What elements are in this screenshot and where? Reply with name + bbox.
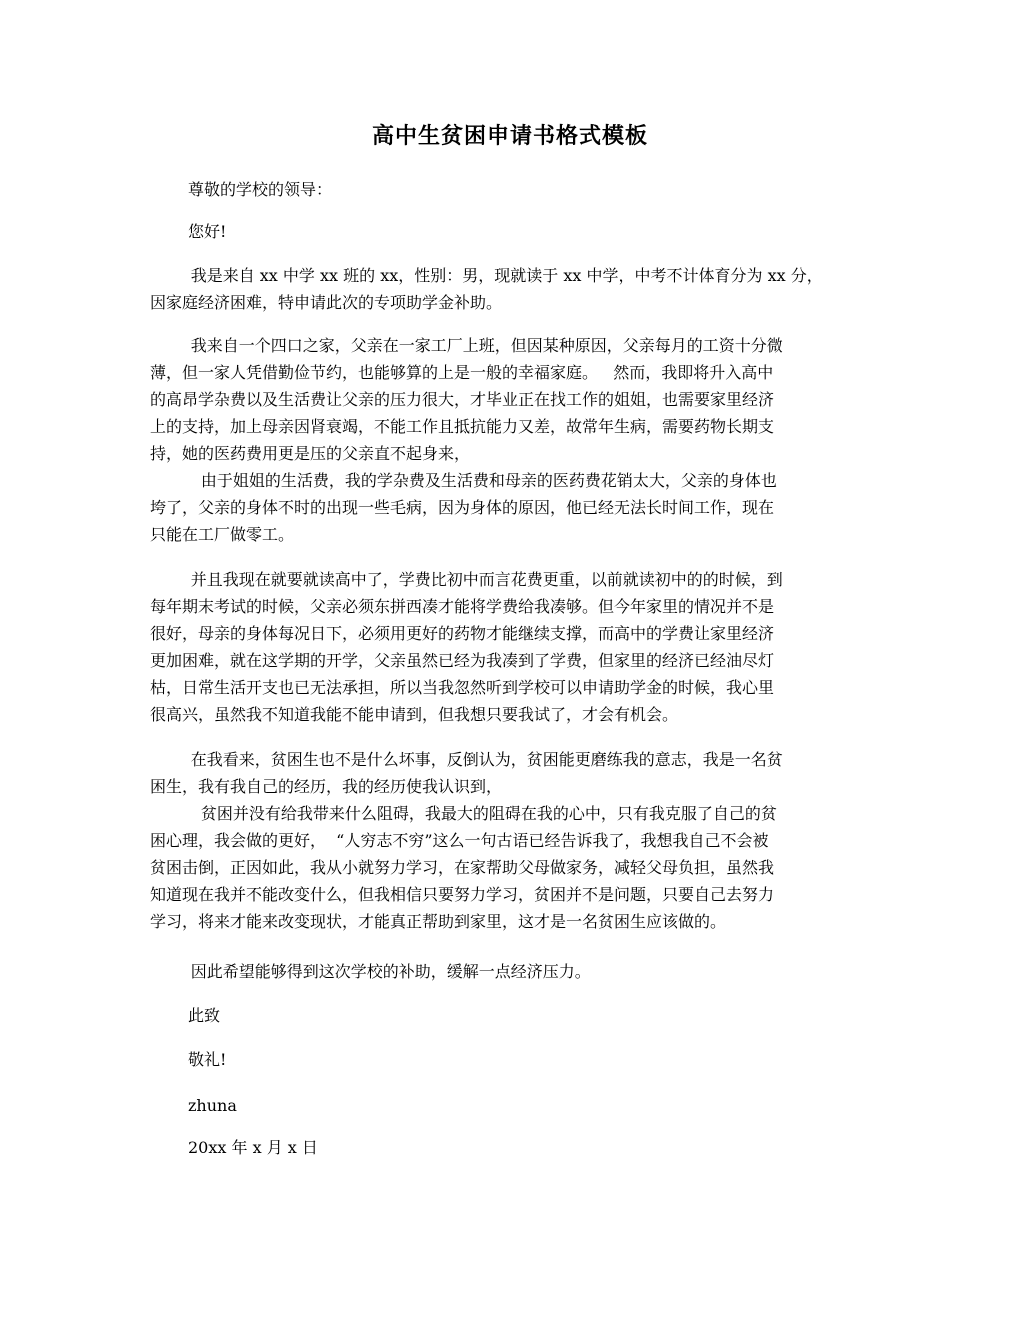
date: 20xx 年 x 月 x 日 — [188, 1138, 318, 1157]
salutation: 尊敬的学校的领导： — [188, 180, 333, 199]
signature: zhuna — [188, 1096, 237, 1115]
paragraph-request: 因此希望能够得到这次学校的补助，缓解一点经济压力。 — [150, 962, 591, 981]
document-title: 高中生贫困申请书格式模板 — [371, 123, 648, 149]
closing-salute: 敬礼! — [188, 1050, 227, 1069]
greeting: 您好! — [188, 222, 227, 241]
paragraph-family: 我来自一个四口之家，父亲在一家工厂上班，但因某种原因，父亲每月的工资十分微 薄，但一家人凭借勤俭节约，也能够算的上是一般的幸福家庭。 然而，我即将升入高中 的高昂学杂费以及生活费让父亲的压力很大，才毕业正在找工作的姐姐，也需要家里经济 上的支持，加上母亲因肾衰竭，不能工作且抵抗能力又差，故常年生病，需要药物长期支 持，她的医药费用更是压的父亲直不起身来， 由于姐姐的生活费，我的学杂费及生活费和母亲的医药费花销太大，父亲的身体也 垮了，父亲的身体不时的出现一些毛病，因为身体的原因，他已经无法长时间工作，现在 只能在工厂做零工。 — [150, 336, 783, 544]
closing-regards: 此致 — [188, 1006, 221, 1025]
paragraph-intro: 我是来自 xx 中学 xx 班的 xx，性别：男，现就读于 xx 中学，中考不计体育分为 xx 分， 因家庭经济困难，特申请此次的专项助学金补助。 — [150, 266, 823, 312]
paragraph-tuition: 并且我现在就要就读高中了，学费比初中而言花费更重，以前就读初中的的时候，到 每年期末考试的时候，父亲必须东拼西凑才能将学费给我凑够。但今年家里的情况并不是 很好，母亲的身体每况日下，必须用更好的药物才能继续支撑，而高中的学费让家里经济 更加困难，就在这学期的开学，父亲虽然已经为我凑到了学费，但家里的经济已经油尽灯 枯，日常生活开支也已无法承担，所以当我忽然听到学校可以申请助学金的时候，我心里 很高兴，虽然我不知道我能不能申请到，但我想只要我试了，才会有机会。 — [150, 570, 783, 724]
paragraph-reflection: 在我看来，贫困生也不是什么坏事，反倒认为，贫困能更磨练我的意志，我是一名贫 困生，我有我自己的经历，我的经历使我认识到， 贫困并没有给我带来什么阻碍，我最大的阻碍在我的心中，只有我克服了自己的贫 困心理，我会做的更好， “人穷志不穷”这么一句古语已经告诉我了，我想我自己不会被 贫困击倒，正因如此，我从小就努力学习，在家帮助父母做家务，减轻父母负担，虽然我 知道现在我并不能改变什么，但我相信只要努力学习，贫困并不是问题，只要自己去努力 学习，将来才能来改变现状，才能真正帮助到家里，这才是一名贫困生应该做的。 — [150, 750, 783, 931]
